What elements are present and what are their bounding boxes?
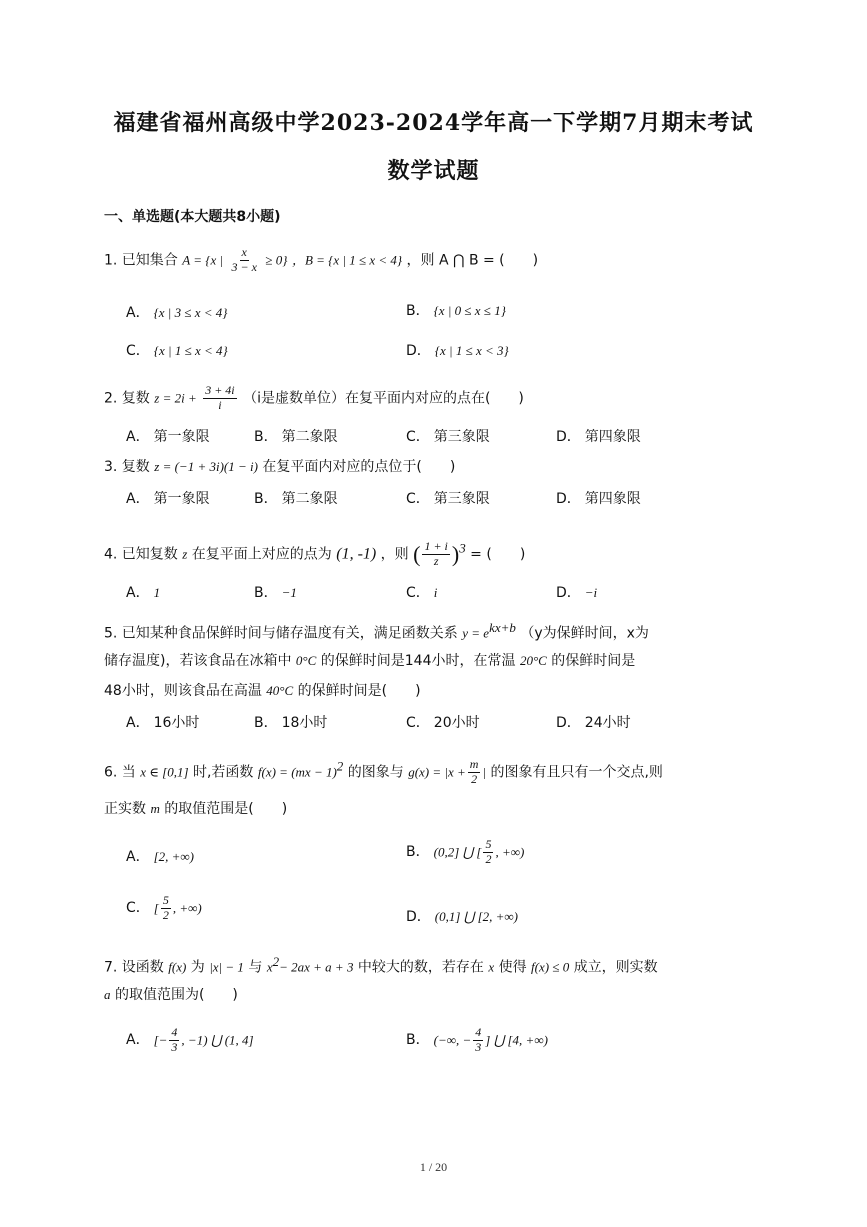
- option-text: (−∞, −: [433, 1032, 472, 1048]
- question-7-line-1: [104, 954, 658, 977]
- q7-text: 7. 设函数: [104, 959, 164, 976]
- q5-temp-40: 40°C: [266, 683, 294, 698]
- q6-text: 时,若函数: [192, 764, 254, 781]
- q6-option-d[interactable]: [406, 906, 518, 926]
- q5-option-c[interactable]: [406, 712, 480, 732]
- option-text: 第二象限: [281, 491, 338, 507]
- option-text: [: [153, 900, 159, 916]
- q2-option-a[interactable]: [126, 426, 210, 446]
- option-label: B．: [406, 1032, 430, 1049]
- section-heading: 一、单选题(本大题共8小题): [104, 209, 281, 225]
- question-4-suffix: = ( ): [470, 546, 526, 563]
- option-label: A．: [126, 849, 150, 865]
- question-1-stem: [104, 246, 538, 275]
- q5-text: 的保鲜时间是: [551, 653, 636, 669]
- option-text: 第二象限: [281, 429, 338, 445]
- option-text: (0,2] ⋃ [: [433, 844, 482, 860]
- right-paren-icon: ): [451, 541, 460, 567]
- q6-text: 的图象有且只有一个交点,则: [490, 764, 663, 781]
- q2-option-c[interactable]: [406, 426, 490, 446]
- q3-option-b[interactable]: [254, 488, 338, 508]
- q4-middle-text: 在复平面上对应的点为: [191, 546, 332, 563]
- option-label: D．: [556, 585, 581, 601]
- option-text: {x | 1 ≤ x < 3}: [434, 343, 509, 358]
- q2-option-d[interactable]: [556, 426, 641, 446]
- option-text: , +∞): [495, 844, 525, 860]
- option-label: C．: [406, 715, 430, 731]
- option-text: 第四象限: [584, 491, 641, 507]
- frac-denominator: 2: [471, 771, 478, 786]
- q3-expression: z = (−1 + 3i)(1 − i): [154, 459, 258, 474]
- q6-text: 的取值范围是( ): [164, 801, 288, 817]
- q3-option-d[interactable]: [556, 488, 641, 508]
- q6-function-g: g(x) = |x +: [408, 764, 466, 780]
- q6-option-c[interactable]: [126, 894, 202, 923]
- q4-point: (1, -1): [336, 545, 377, 563]
- q1-option-d[interactable]: [406, 340, 509, 360]
- option-label: A．: [126, 585, 150, 601]
- q4-then-text: ，则: [380, 546, 409, 563]
- q5-text: 的保鲜时间是144小时，在常温: [320, 653, 516, 669]
- option-label: B．: [254, 715, 278, 731]
- q5-text: 储存温度)，若该食品在冰箱中: [104, 653, 292, 669]
- option-text: (0,1] ⋃ [2, +∞): [434, 909, 519, 924]
- q5-formula-exponent: kx+b: [489, 620, 516, 635]
- option-text: −1: [281, 585, 297, 600]
- option-label: D．: [556, 491, 581, 507]
- option-text: 第四象限: [584, 429, 641, 445]
- option-fraction: [473, 1026, 483, 1055]
- option-text: 1: [153, 585, 161, 600]
- q5-text: 的保鲜时间是( ): [297, 683, 421, 699]
- q6-g-right: |: [482, 764, 487, 780]
- q4-option-d[interactable]: [556, 582, 597, 602]
- frac-numerator: m: [469, 757, 479, 771]
- q4-fraction: [422, 540, 449, 569]
- option-fraction: [161, 894, 171, 923]
- option-label: C．: [406, 491, 430, 507]
- frac-denominator: 3: [475, 1039, 482, 1054]
- q6-option-b[interactable]: [406, 838, 524, 867]
- q4-option-c[interactable]: [406, 582, 437, 602]
- q7-condition: f(x) ≤ 0: [531, 959, 570, 975]
- q6-text: 正实数: [104, 801, 146, 817]
- q6-domain: x ∈ [0,1]: [140, 764, 189, 780]
- option-text: i: [433, 585, 438, 600]
- question-7-line-2: [104, 984, 238, 1004]
- q4-option-b[interactable]: [254, 582, 297, 602]
- option-text: , +∞): [172, 900, 202, 916]
- option-label: C．: [406, 585, 430, 601]
- option-text: 18小时: [281, 715, 328, 731]
- option-label: C．: [406, 429, 430, 445]
- option-fraction: [169, 1026, 179, 1055]
- question-2-stem: [104, 384, 524, 413]
- q3-option-a[interactable]: [126, 488, 210, 508]
- option-label: D．: [556, 715, 581, 731]
- q5-text: 5. 已知某种食品保鲜时间与储存温度有关，满足函数关系: [104, 625, 458, 642]
- option-text: 第三象限: [433, 429, 490, 445]
- option-label: B．: [254, 429, 278, 445]
- frac-numerator: 4: [475, 1025, 482, 1039]
- option-text: [2, +∞): [153, 849, 195, 864]
- q6-text: 的图象与: [347, 764, 404, 781]
- question-3-prefix: 3. 复数: [104, 459, 150, 475]
- option-label: B．: [406, 844, 430, 861]
- set-a-left: A = {x |: [182, 252, 224, 268]
- q5-option-b[interactable]: [254, 712, 327, 732]
- option-label: D．: [556, 429, 581, 445]
- option-label: B．: [406, 303, 430, 319]
- frac-denominator: 2: [162, 907, 169, 922]
- q2-fraction: [203, 384, 236, 413]
- q7-text: 为: [190, 959, 205, 976]
- set-a-fraction: [230, 246, 259, 275]
- question-6-line-1: [104, 758, 663, 787]
- q4-variable: z: [182, 546, 188, 562]
- question-5-line-1: [104, 620, 649, 643]
- question-2-suffix: （i是虚数单位）在复平面内对应的点在( ): [243, 390, 524, 407]
- option-fraction: [483, 838, 493, 867]
- q6-function-f: f(x) = (mx − 1): [257, 764, 337, 780]
- q5-temp-20: 20°C: [519, 653, 547, 668]
- option-text: 16小时: [153, 715, 200, 731]
- q7-variable-x: x: [488, 959, 495, 975]
- frac-numerator: 1 + i: [424, 539, 448, 553]
- q4-exponent: 3: [459, 540, 466, 556]
- option-text: [−: [153, 1032, 168, 1048]
- q5-formula: y = e: [462, 625, 490, 641]
- q2-expression: z = 2i +: [154, 390, 197, 406]
- option-label: A．: [126, 491, 150, 507]
- q1-option-b[interactable]: [406, 300, 506, 320]
- question-6-line-2: [104, 798, 287, 818]
- left-paren-icon: (: [413, 541, 421, 567]
- q5-temp-0: 0°C: [295, 653, 317, 668]
- option-text: 第三象限: [433, 491, 490, 507]
- frac-denominator: i: [218, 397, 222, 412]
- q7-function: f(x): [168, 959, 187, 975]
- q7-option-a[interactable]: [126, 1026, 254, 1055]
- question-2-prefix: 2. 复数: [104, 390, 150, 407]
- q7-option-b[interactable]: [406, 1026, 548, 1055]
- frac-numerator: 4: [171, 1025, 178, 1039]
- q4-option-a[interactable]: [126, 582, 160, 602]
- q6-text: 6. 当: [104, 764, 136, 781]
- frac-denominator: 3 − x: [231, 259, 257, 274]
- q2-option-b[interactable]: [254, 426, 338, 446]
- option-label: D．: [406, 909, 431, 925]
- option-label: B．: [254, 585, 278, 601]
- option-label: A．: [126, 305, 150, 321]
- q5-text: 48小时，则该食品在高温: [104, 683, 262, 699]
- question-5-line-3: [104, 680, 421, 700]
- question-1-prefix: 1. 已知集合: [104, 252, 178, 269]
- option-label: C．: [126, 900, 150, 917]
- q1-option-a[interactable]: [126, 302, 228, 322]
- question-1-suffix: ，则 A ⋂ B = ( ): [406, 252, 539, 269]
- q7-text: 中较大的数，若存在: [357, 959, 484, 976]
- frac-numerator: 3 + 4i: [205, 383, 235, 397]
- frac-denominator: 2: [485, 851, 492, 866]
- question-4-prefix: 4. 已知复数: [104, 546, 178, 563]
- q7-text: 成立，则实数: [573, 959, 658, 976]
- question-3-stem: [104, 456, 455, 476]
- q1-option-c[interactable]: [126, 340, 228, 360]
- option-text: 第一象限: [153, 491, 210, 507]
- option-label: D．: [406, 343, 431, 359]
- option-label: A．: [126, 429, 150, 445]
- option-text: −i: [584, 585, 598, 600]
- option-text: , −1) ⋃ (1, 4]: [181, 1032, 254, 1048]
- option-label: A．: [126, 715, 150, 731]
- set-a-right: ≥ 0}: [265, 252, 288, 268]
- frac-denominator: 3: [171, 1039, 178, 1054]
- q5-option-d[interactable]: [556, 712, 631, 732]
- option-text: 20小时: [433, 715, 480, 731]
- page-number: 1 / 20: [419, 1160, 448, 1174]
- frac-numerator: x: [241, 245, 247, 259]
- frac-denominator: z: [433, 553, 439, 568]
- option-label: B．: [254, 491, 278, 507]
- option-text: 第一象限: [153, 429, 210, 445]
- option-text: {x | 3 ≤ x < 4}: [153, 305, 228, 320]
- option-text: ] ⋃ [4, +∞): [485, 1032, 548, 1048]
- question-5-line-2: [104, 650, 635, 670]
- set-b: ，B = {x | 1 ≤ x < 4}: [291, 252, 403, 268]
- q7-quadratic: x: [266, 959, 273, 975]
- q6-f-exponent: 2: [336, 758, 344, 774]
- q5-text: （y为保鲜时间，x为: [520, 625, 649, 642]
- exam-subtitle: 数学试题: [387, 158, 480, 184]
- q7-quadratic-rest: − 2ax + a + 3: [279, 959, 354, 975]
- exam-title: 福建省福州高级中学2023-2024学年高一下学期7月期末考试: [113, 110, 754, 136]
- q7-text: 使得: [498, 959, 527, 976]
- option-label: A．: [126, 1032, 150, 1049]
- question-4-stem: [104, 540, 525, 569]
- frac-numerator: 5: [485, 837, 492, 851]
- q7-abs-expression: |x| − 1: [209, 959, 244, 975]
- q3-option-c[interactable]: [406, 488, 490, 508]
- option-text: {x | 1 ≤ x < 4}: [153, 343, 228, 358]
- option-text: 24小时: [584, 715, 631, 731]
- q6-g-fraction: [468, 758, 481, 787]
- q7-variable-a: a: [104, 987, 111, 1002]
- option-text: {x | 0 ≤ x ≤ 1}: [433, 303, 506, 318]
- q7-text: 与: [248, 959, 263, 976]
- q5-option-a[interactable]: [126, 712, 199, 732]
- q7-quad-exponent: 2: [272, 954, 280, 969]
- q7-text: 的取值范围为( ): [114, 987, 238, 1003]
- q6-option-a[interactable]: [126, 846, 194, 866]
- frac-numerator: 5: [162, 893, 169, 907]
- option-label: C．: [126, 343, 150, 359]
- question-3-suffix: 在复平面内对应的点位于( ): [262, 459, 456, 475]
- q6-variable: m: [150, 801, 160, 816]
